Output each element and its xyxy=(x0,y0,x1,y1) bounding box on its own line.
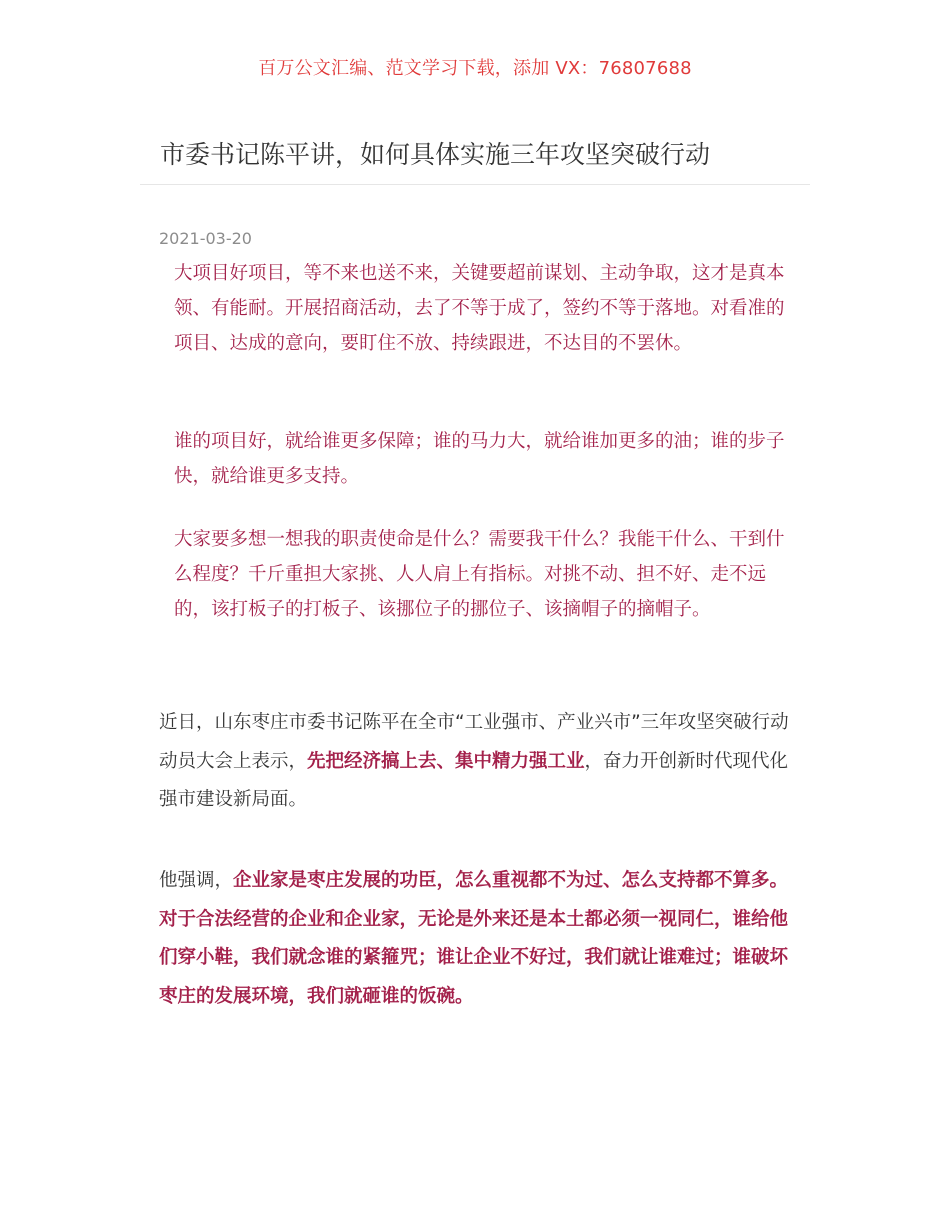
body-paragraph-1-highlight: 先把经济搞上去、集中精力强工业 xyxy=(307,750,585,772)
body-paragraph-2-highlight: 企业家是枣庄发展的功臣，怎么重视都不为过、怎么支持都不算多。对于合法经营的企业和企业家，无论是外来还是本土都必须一视同仁，谁给他们穿小鞋，我们就念谁的紧箍咒；谁让企业不好过，我们就让谁难过；谁破坏枣庄的发展环境，我们就砸谁的饭碗。 xyxy=(159,870,789,1007)
quote-paragraph-1: 大项目好项目，等不来也送不来，关键要超前谋划、主动争取，这才是真本领、有能耐。开展招商活动，去了不等于成了，签约不等于落地。对看准的项目、达成的意向，要盯住不放、持续跟进，不达目的不罢休。 xyxy=(174,263,785,354)
body-paragraph-2-text: 他强调， xyxy=(159,870,234,891)
body-paragraph-2 xyxy=(159,862,795,1016)
body-paragraph-1 xyxy=(159,704,795,820)
body-paragraph-1-tail: ，奋力开创新时代现代化强市建设新局面。 xyxy=(159,750,789,810)
quote-paragraph-3: 大家要多想一想我的职责使命是什么？需要我干什么？我能干什么、干到什么程度？千斤重担大家挑、人人肩上有指标。对挑不动、担不好、走不远的，该打板子的打板子、该挪位子的挪位子、该摘帽子的摘帽子。 xyxy=(174,529,785,620)
publish-date: 2021-03-20 xyxy=(159,229,252,248)
article-title: 市委书记陈平讲，如何具体实施三年攻坚突破行动 xyxy=(160,140,711,169)
title-divider xyxy=(140,184,810,185)
body-paragraph-1-text: 近日，山东枣庄市委书记陈平在全市“工业强市、产业兴市”三年攻坚突破行动动员大会上表示， xyxy=(159,712,789,772)
download-promo-banner: 百万公文汇编、范文学习下载，添加 VX：76807688 xyxy=(258,58,692,79)
quote-paragraph-2: 谁的项目好，就给谁更多保障；谁的马力大，就给谁加更多的油；谁的步子快，就给谁更多支持。 xyxy=(174,431,785,487)
